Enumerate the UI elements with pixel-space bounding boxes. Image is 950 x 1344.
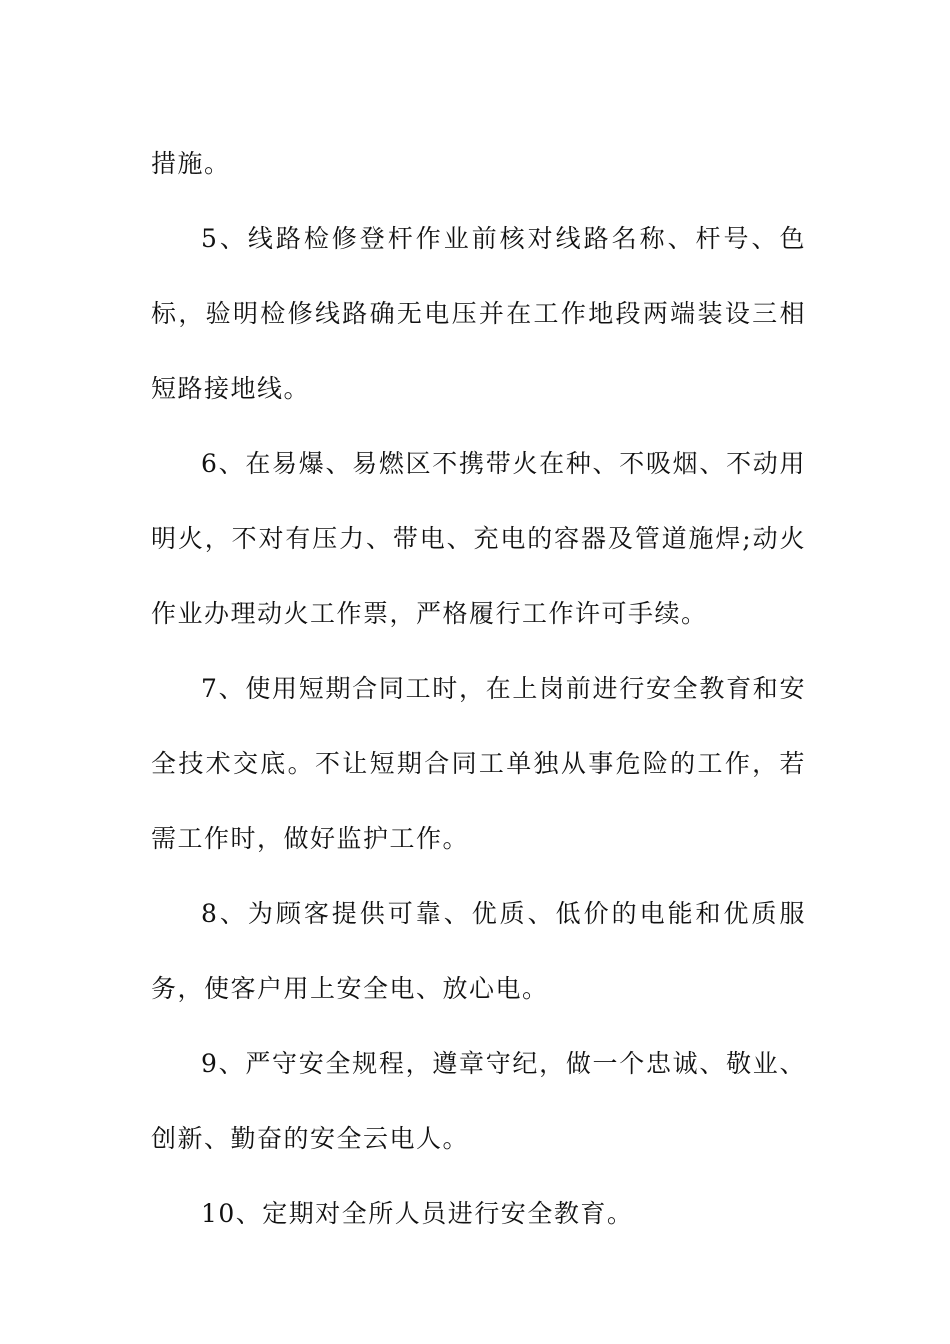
paragraph-item-7: 7、使用短期合同工时，在上岗前进行安全教育和安全技术交底。不让短期合同工单独从事危险的工作，若需工作时，做好监护工作。 xyxy=(151,674,806,853)
paragraph-continuation: 措施。 xyxy=(151,149,231,178)
paragraph-item-8: 8、为顾客提供可靠、优质、低价的电能和优质服务，使客户用上安全电、放心电。 xyxy=(151,899,806,1003)
document-body xyxy=(151,126,806,1251)
paragraph-item-6: 6、在易爆、易燃区不携带火在种、不吸烟、不动用明火，不对有压力、带电、充电的容器及管道施焊;动火作业办理动火工作票，严格履行工作许可手续。 xyxy=(151,449,806,628)
paragraph-item-10: 10、定期对全所人员进行安全教育。 xyxy=(201,1199,634,1228)
paragraph-item-9: 9、严守安全规程，遵章守纪，做一个忠诚、敬业、创新、勤奋的安全云电人。 xyxy=(151,1049,806,1153)
paragraph-item-5: 5、线路检修登杆作业前核对线路名称、杆号、色标，验明检修线路确无电压并在工作地段两端装设三相短路接地线。 xyxy=(151,224,806,403)
